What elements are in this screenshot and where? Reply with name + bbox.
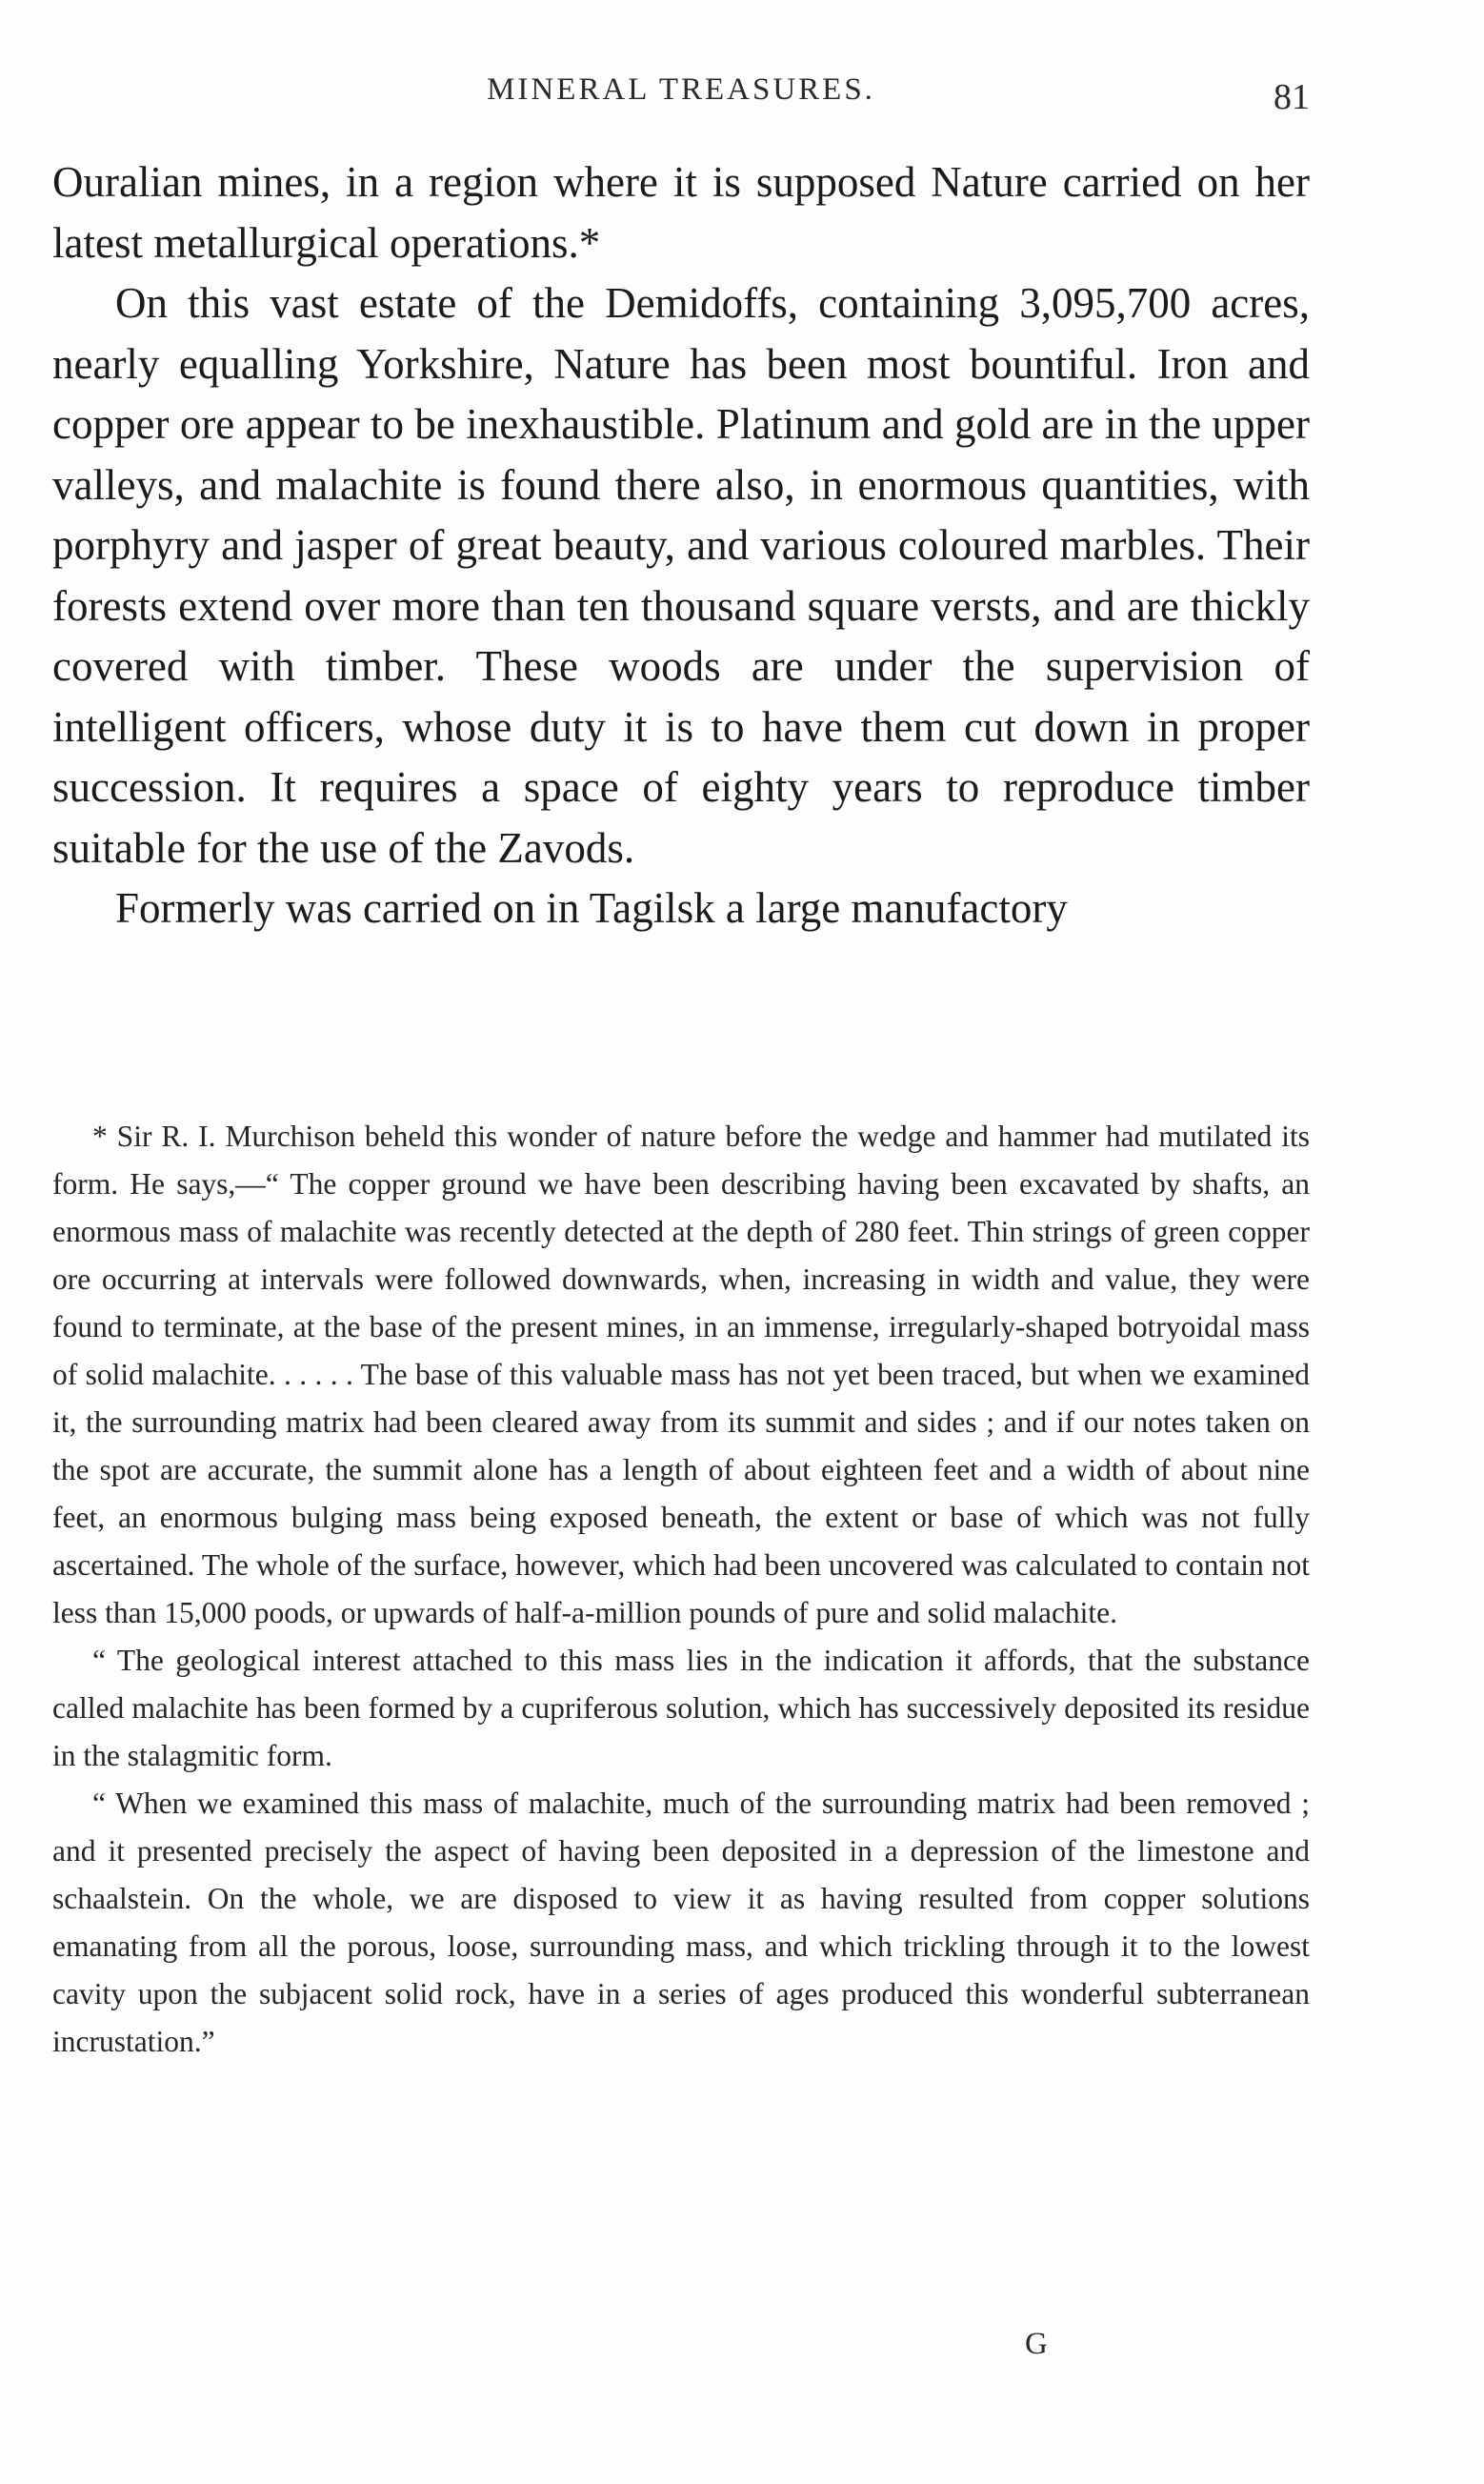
page-header xyxy=(52,72,1310,120)
body-paragraph: Formerly was carried on in Tagilsk a large manufactory xyxy=(115,884,1068,932)
footnote-paragraph: * Sir R. I. Murchison beheld this wonder of nature before the wedge and hammer had mutilated its form. He says,—“ The copper ground we have been describing having been excavated by shafts, an enormous mass of malachite was recently detected at the depth of 280 feet. Thin strings of green copper ore occurring at intervals were followed downwards, when, increasing in width and value, they were found to terminate, at the base of the present mines, in an immense, irregularly-shaped botryoidal mass of solid malachite. . . . . . The base of this valuable mass has not yet been traced, but when we examined it, the surrounding matrix had been cleared away from its summit and sides ; and if our notes taken on the spot are accurate, the summit alone has a length of about eighteen feet and a width of about nine feet, an enormous bulging mass being exposed beneath, the extent or base of which was not fully ascertained. The whole of the surface, however, which had been uncovered was calculated to contain not less than 15,000 poods, or upwards of half-a-million pounds of pure and solid malachite. xyxy=(52,1120,1310,1629)
footnote xyxy=(52,1113,1310,2066)
footnote-paragraph: “ When we examined this mass of malachite, much of the surrounding matrix had been removed ; and it presented precisely the aspect of having been deposited in a depression of the limestone and schaalstein. On the whole, we are disposed to view it as having resulted from copper solutions emanating from all the porous, loose, surrounding mass, and which trickling through it to the lowest cavity upon the subjacent solid rock, have in a series of ages produced this wonderful subterranean incrustation.” xyxy=(52,1787,1310,2058)
body-paragraph: Ouralian mines, in a region where it is supposed Nature carried on her latest metallurgical operations.* xyxy=(52,158,1310,267)
main-text xyxy=(52,152,1310,939)
body-paragraph: On this vast estate of the Demidoffs, containing 3,095,700 acres, nearly equalling Yorkshire, Nature has been most bountiful. Iron and copper ore appear to be inexhaustible. Platinum and gold are in the upper valleys, and malachite is found there also, in enormous quantities, with porphyry and jasper of great beauty, and various coloured marbles. Their forests extend over more than ten thousand square versts, and are thickly covered with timber. These woods are under the supervision of intelligent officers, whose duty it is to have them cut down in proper succession. It requires a space of eighty years to reproduce timber suitable for the use of the Zavods. xyxy=(52,279,1310,872)
footnote-paragraph: “ The geological interest attached to this mass lies in the indication it affords, that the substance called malachite has been formed by a cupriferous solution, which has successively deposited its residue in the stalagmitic form. xyxy=(52,1644,1310,1772)
signature-mark: G xyxy=(1025,2327,1048,2361)
page-number: 81 xyxy=(1273,77,1310,117)
running-head: MINERAL TREASURES. xyxy=(487,72,875,107)
